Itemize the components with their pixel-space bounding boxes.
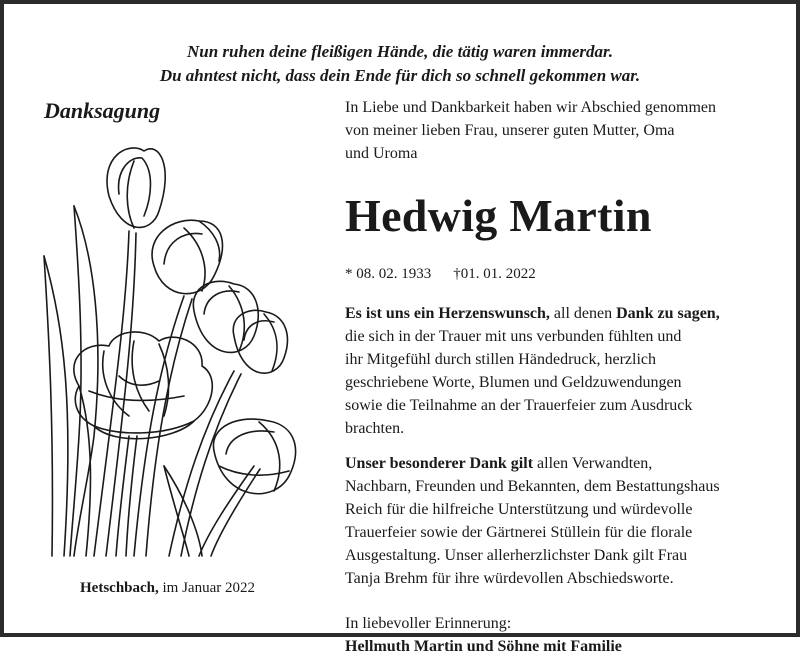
place-and-date xyxy=(80,580,255,597)
verse-line-1: Nun ruhen deine fleißigen Hände, die tätig waren immerdar. xyxy=(187,42,613,61)
intro-text xyxy=(345,96,775,165)
para2-line: Nachbarn, Freunden und Bekannten, dem Bestattungshaus xyxy=(345,478,720,495)
intro-line-1: In Liebe und Dankbarkeit haben wir Abschied genommen xyxy=(345,99,716,116)
intro-line-2: von meiner lieben Frau, unserer guten Mutter, Oma xyxy=(345,122,675,139)
thanks-paragraph-1 xyxy=(345,302,775,440)
para1-line: sowie die Teilnahme an der Trauerfeier zum Ausdruck xyxy=(345,397,693,414)
para1-line: die sich in der Trauer mit uns verbunden fühlten und xyxy=(345,328,682,345)
birth-date: * 08. 02. 1933 xyxy=(345,266,432,282)
closing-block xyxy=(345,612,775,658)
para1-line: geschriebene Worte, Blumen und Geldzuwendungen xyxy=(345,374,682,391)
signature: Hellmuth Martin und Söhne mit Familie xyxy=(345,638,622,655)
verse-line-2: Du ahntest nicht, dass dein Ende für dich so schnell gekommen war. xyxy=(159,66,641,85)
para2-line: Trauerfeier sowie der Gärtnerei Stüllein für die florale xyxy=(345,524,693,541)
para2-line: Tanja Brehm für ihre würdevollen Abschiedsworte. xyxy=(345,570,674,587)
thanks-paragraph-2 xyxy=(345,452,775,590)
para1-line: ihr Mitgefühl durch stillen Händedruck, herzlich xyxy=(345,351,657,368)
place-date: im Januar 2022 xyxy=(158,580,255,596)
closing-line: In liebevoller Erinnerung: xyxy=(345,615,512,632)
title-danksagung: Danksagung xyxy=(44,98,161,123)
para2-line: Ausgestaltung. Unser allerherzlichster Dank gilt Frau xyxy=(345,547,688,564)
life-dates xyxy=(345,263,775,286)
deceased-name: Hedwig Martin xyxy=(345,190,652,241)
main-text-column xyxy=(345,96,775,658)
para1-line: brachten. xyxy=(345,420,405,437)
death-date: †01. 01. 2022 xyxy=(453,266,536,282)
para2-line: Reich für die hilfreiche Unterstützung und würdevolle xyxy=(345,501,693,518)
header-verse xyxy=(44,40,756,88)
intro-line-3: und Uroma xyxy=(345,145,418,162)
tulip-illustration xyxy=(34,136,324,566)
para1-line-1: Es ist uns ein Herzenswunsch, all denen Dank zu sagen, xyxy=(345,305,720,322)
place-town: Hetschbach, xyxy=(80,580,159,596)
para2-line-1: Unser besonderer Dank gilt allen Verwandten, xyxy=(345,455,653,472)
